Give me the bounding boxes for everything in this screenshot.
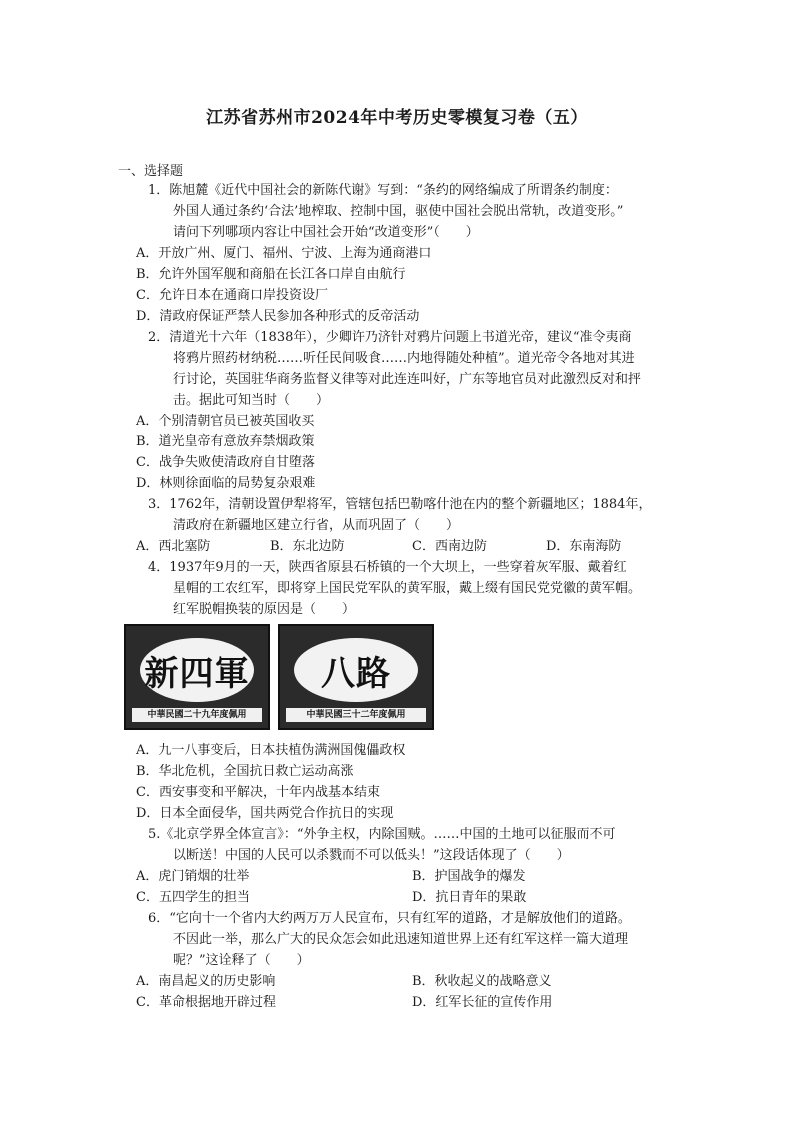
q6-option-d[interactable]: D．红军长征的宣传作用 <box>412 995 553 1010</box>
q6-option-c[interactable]: C．革命根据地开辟过程 <box>136 995 276 1010</box>
q4-option-a[interactable]: A．九一八事变后，日本扶植伪满洲国傀儡政权 <box>136 743 406 758</box>
q3-option-d[interactable]: D．东南海防 <box>546 539 622 554</box>
q1-option-c[interactable]: C．允许日本在通商口岸投资设厂 <box>136 288 328 303</box>
question-3 <box>148 494 688 536</box>
q2-option-b[interactable]: B．道光皇帝有意放弃禁烟政策 <box>136 434 315 449</box>
q1-option-a[interactable]: A．开放广州、厦门、福州、宁波、上海为通商港口 <box>136 246 432 261</box>
question-3-line-1: 3．1762年，清朝设置伊犁将军，管辖包括巴勒喀什池在内的整个新疆地区；1884年， <box>148 497 652 512</box>
question-1 <box>148 180 688 243</box>
section-heading: 一、选择题 <box>118 164 184 179</box>
q5-option-b[interactable]: B．护国战争的爆发 <box>412 869 526 884</box>
q1-option-d[interactable]: D．清政府保证严禁人民参加各种形式的反帝活动 <box>136 309 420 324</box>
new-fourth-army-armband <box>124 624 270 730</box>
q3-option-b[interactable]: B．东北边防 <box>270 539 345 554</box>
question-4-line-3: 红军脱帽换装的原因是（ ） <box>173 602 356 617</box>
question-1-line-2: 外国人通过条约‘合法’地榨取、控制中国，驱使中国社会脱出常轨，改道变形。” <box>173 204 624 219</box>
question-6-line-1: 6．“它向十一个省内大约两万万人民宣布，只有红军的道路，才是解放他们的道路。 <box>148 911 631 926</box>
q5-option-c[interactable]: C．五四学生的担当 <box>136 890 250 905</box>
question-6-line-3: 呢？”这诠释了（ ） <box>173 953 310 968</box>
question-5-line-2: 以断送！中国的人民可以杀戮而不可以低头！”这段话体现了（ ） <box>173 848 570 863</box>
q3-option-c[interactable]: C．西南边防 <box>412 539 487 554</box>
q2-option-c[interactable]: C．战争失败使清政府自甘堕落 <box>136 455 315 470</box>
question-2-line-1: 2．清道光十六年（1838年），少卿许乃济针对鸦片问题上书道光帝，建议“准令夷商 <box>148 330 632 345</box>
question-2-line-4: 击。据此可知当时（ ） <box>173 393 330 408</box>
q4-option-b[interactable]: B．华北危机，全国抗日救亡运动高涨 <box>136 764 354 779</box>
new-fourth-army-label: 新四軍 <box>140 638 254 702</box>
q2-option-a[interactable]: A．个别清朝官员已被英国收买 <box>136 414 315 429</box>
armband-images <box>124 624 434 732</box>
q1-option-b[interactable]: B．允许外国军舰和商船在长江各口岸自由航行 <box>136 267 406 282</box>
question-1-line-3: 请问下列哪项内容让中国社会开始“改道变形”（ ） <box>173 225 479 240</box>
question-5 <box>148 824 688 866</box>
q4-option-c[interactable]: C．西安事变和平解决，十年内战基本结束 <box>136 785 380 800</box>
question-5-line-1: 5.《北京学界全体宣言》：“外争主权，内除国贼。……中国的土地可以征服而不可 <box>148 827 616 842</box>
question-3-line-2: 清政府在新疆地区建立行省，从而巩固了（ ） <box>173 518 460 533</box>
eighth-route-army-armband <box>278 624 434 730</box>
q2-option-d[interactable]: D．林则徐面临的局势复杂艰难 <box>136 476 316 491</box>
question-4 <box>148 557 688 620</box>
question-6-line-2: 不因此一举，那么广大的民众怎会如此迅速知道世界上还有红军这样一篇大道理 <box>173 932 629 947</box>
q4-option-d[interactable]: D．日本全面侵华，国共两党合作抗日的实现 <box>136 806 394 821</box>
q3-option-a[interactable]: A．西北塞防 <box>136 539 211 554</box>
question-4-line-2: 星帽的工农红军，即将穿上国民党军队的黄军服，戴上缀有国民党党徽的黄军帽。 <box>173 581 642 596</box>
eighth-route-army-caption: 中華民國三十二年度佩用 <box>286 708 426 722</box>
new-fourth-army-caption: 中華民國二十九年度佩用 <box>132 708 262 722</box>
q5-option-a[interactable]: A．虎门销烟的壮举 <box>136 869 250 884</box>
eighth-route-army-label: 八路 <box>294 638 418 702</box>
question-1-line-1: 1．陈旭麓《近代中国社会的新陈代谢》写到：“条约的网络编成了所谓条约制度： <box>148 183 618 198</box>
question-2 <box>148 327 688 411</box>
q6-option-b[interactable]: B．秋收起义的战略意义 <box>412 974 552 989</box>
question-6 <box>148 908 688 971</box>
question-2-line-3: 行讨论，英国驻华商务监督义律等对此连连叫好，广东等地官员对此激烈反对和抨 <box>173 372 642 387</box>
exam-title: 江苏省苏州市2024年中考历史零模复习卷（五） <box>206 108 588 128</box>
q6-option-a[interactable]: A．南昌起义的历史影响 <box>136 974 276 989</box>
q5-option-d[interactable]: D．抗日青年的果敢 <box>412 890 527 905</box>
question-2-line-2: 将鸦片照药材纳税……听任民间吸食……内地得随处种植”。道光帝令各地对其进 <box>173 351 635 366</box>
question-4-line-1: 4．1937年9月的一天，陕西省原县石桥镇的一个大坝上，一些穿着灰军服、戴着红 <box>148 560 627 575</box>
